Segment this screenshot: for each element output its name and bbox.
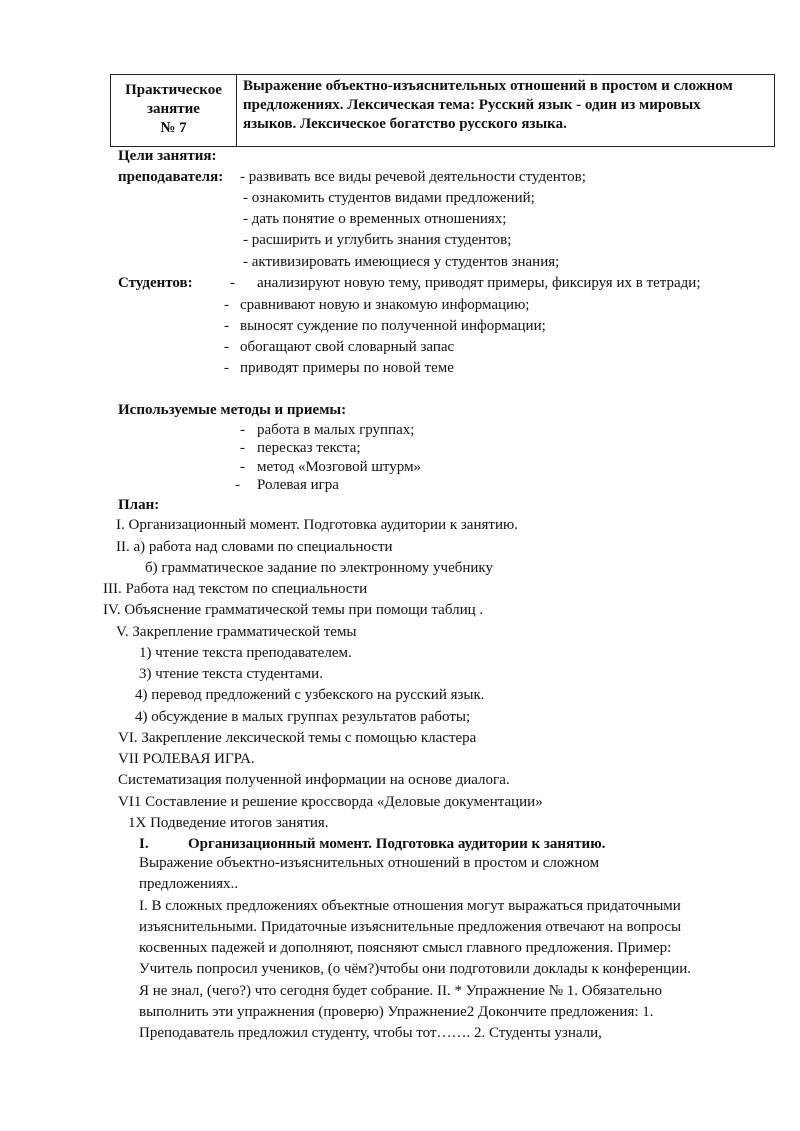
method-item: метод «Мозговой штурм» [257, 459, 422, 475]
body-line: изъяснительными. Придаточные изъяснительные предложения отвечают на вопросы [139, 919, 682, 935]
header-table [110, 74, 775, 147]
method-item: Ролевая игра [257, 477, 339, 493]
teacher-goals-label: преподавателя: [118, 169, 224, 185]
goals-heading: Цели занятия: [118, 148, 217, 164]
plan-line: V. Закрепление грамматической темы [116, 624, 357, 640]
plan-line: 4) перевод предложений с узбекского на русский язык. [135, 687, 485, 703]
plan-line: б) грамматическое задание по электронному учебнику [145, 560, 493, 576]
topic-line: языков. Лексическое богатство русского языка. [243, 116, 567, 132]
student-goal-item: приводят примеры по новой теме [240, 360, 454, 376]
topic-line: Выражение объектно-изъяснительных отношений в простом и сложном [243, 78, 733, 94]
body-line: Я не знал, (чего?) что сегодня будет собрание. II. * Упражнение № 1. Обязательно [139, 983, 663, 999]
teacher-goal-item: - ознакомить студентов видами предложений; [243, 190, 535, 206]
bullet-dash: - [224, 318, 229, 334]
students-goals-label: Студентов: [118, 275, 193, 291]
bullet-dash: - [224, 339, 229, 355]
bullet-dash: - [240, 440, 245, 456]
bullet-dash: - [235, 477, 240, 493]
plan-heading: План: [118, 497, 160, 513]
body-line: Учитель попросил учеников, (о чём?)чтобы они подготовили доклады к конференции. [139, 961, 691, 977]
plan-line: VII РОЛЕВАЯ ИГРА. [118, 751, 255, 767]
body-line: I. В сложных предложениях объектные отношения могут выражаться придаточными [139, 898, 681, 914]
bullet-dash: - [224, 360, 229, 376]
bullet-dash: - [230, 275, 235, 291]
plan-line: I. Организационный момент. Подготовка аудитории к занятию. [116, 517, 518, 533]
plan-line: 3) чтение текста студентами. [139, 666, 323, 682]
teacher-goal-item: - расширить и углубить знания студентов; [243, 232, 512, 248]
plan-line: VI. Закрепление лексической темы с помощью кластера [118, 730, 477, 746]
student-goal-item: обогащают свой словарный запас [240, 339, 455, 355]
topic-cell [243, 77, 773, 134]
plan-line: 1) чтение текста преподавателем. [139, 645, 352, 661]
method-item: пересказ текста; [257, 440, 361, 456]
body-line: косвенных падежей и дополняют, поясняют смысл главного предложения. Пример: [139, 940, 672, 956]
bullet-dash: - [240, 459, 245, 475]
teacher-goal-item: - развивать все виды речевой деятельности студентов; [240, 169, 586, 185]
student-goal-item: выносят суждение по полученной информации; [240, 318, 546, 334]
plan-line: VI1 Составление и решение кроссворда «Деловые документации» [118, 794, 543, 810]
section-number: I. [139, 836, 149, 852]
plan-line: II. а) работа над словами по специальности [116, 539, 393, 555]
bullet-dash: - [240, 422, 245, 438]
plan-line: Систематизация полученной информации на основе диалога. [118, 772, 510, 788]
student-goal-item: сравнивают новую и знакомую информацию; [240, 297, 530, 313]
method-item: работа в малых группах; [257, 422, 415, 438]
student-goal-item: анализируют новую тему, приводят примеры, фиксируя их в тетради; [257, 275, 701, 291]
body-line: предложениях.. [139, 876, 239, 892]
table-divider [236, 75, 237, 146]
bullet-dash: - [224, 297, 229, 313]
topic-line: предложениях. Лексическая тема: Русский язык - один из мировых [243, 97, 701, 113]
body-line: Преподаватель предложил студенту, чтобы тот……. 2. Студенты узнали, [139, 1025, 602, 1041]
plan-line: 4) обсуждение в малых группах результатов работы; [135, 709, 471, 725]
plan-line: IV. Объяснение грамматической темы при помощи таблиц . [103, 602, 484, 618]
lesson-number-cell [111, 81, 236, 138]
body-line: выполнить эти упражнения (проверю) Упражнение2 Докончите предложения: 1. [139, 1004, 654, 1020]
plan-line: III. Работа над текстом по специальности [103, 581, 368, 597]
lesson-label-line1: Практическое [125, 82, 222, 98]
lesson-label-line2: занятие [147, 101, 200, 117]
methods-heading: Используемые методы и приемы: [118, 402, 347, 418]
section-title: Организационный момент. Подготовка аудитории к занятию. [188, 836, 606, 852]
teacher-goal-item: - активизировать имеющиеся у студентов знания; [243, 254, 560, 270]
body-line: Выражение объектно-изъяснительных отношений в простом и сложном [139, 855, 600, 871]
teacher-goal-item: - дать понятие о временных отношениях; [243, 211, 507, 227]
lesson-label-line3: № 7 [160, 120, 187, 136]
plan-line: 1Х Подведение итогов занятия. [128, 815, 329, 831]
